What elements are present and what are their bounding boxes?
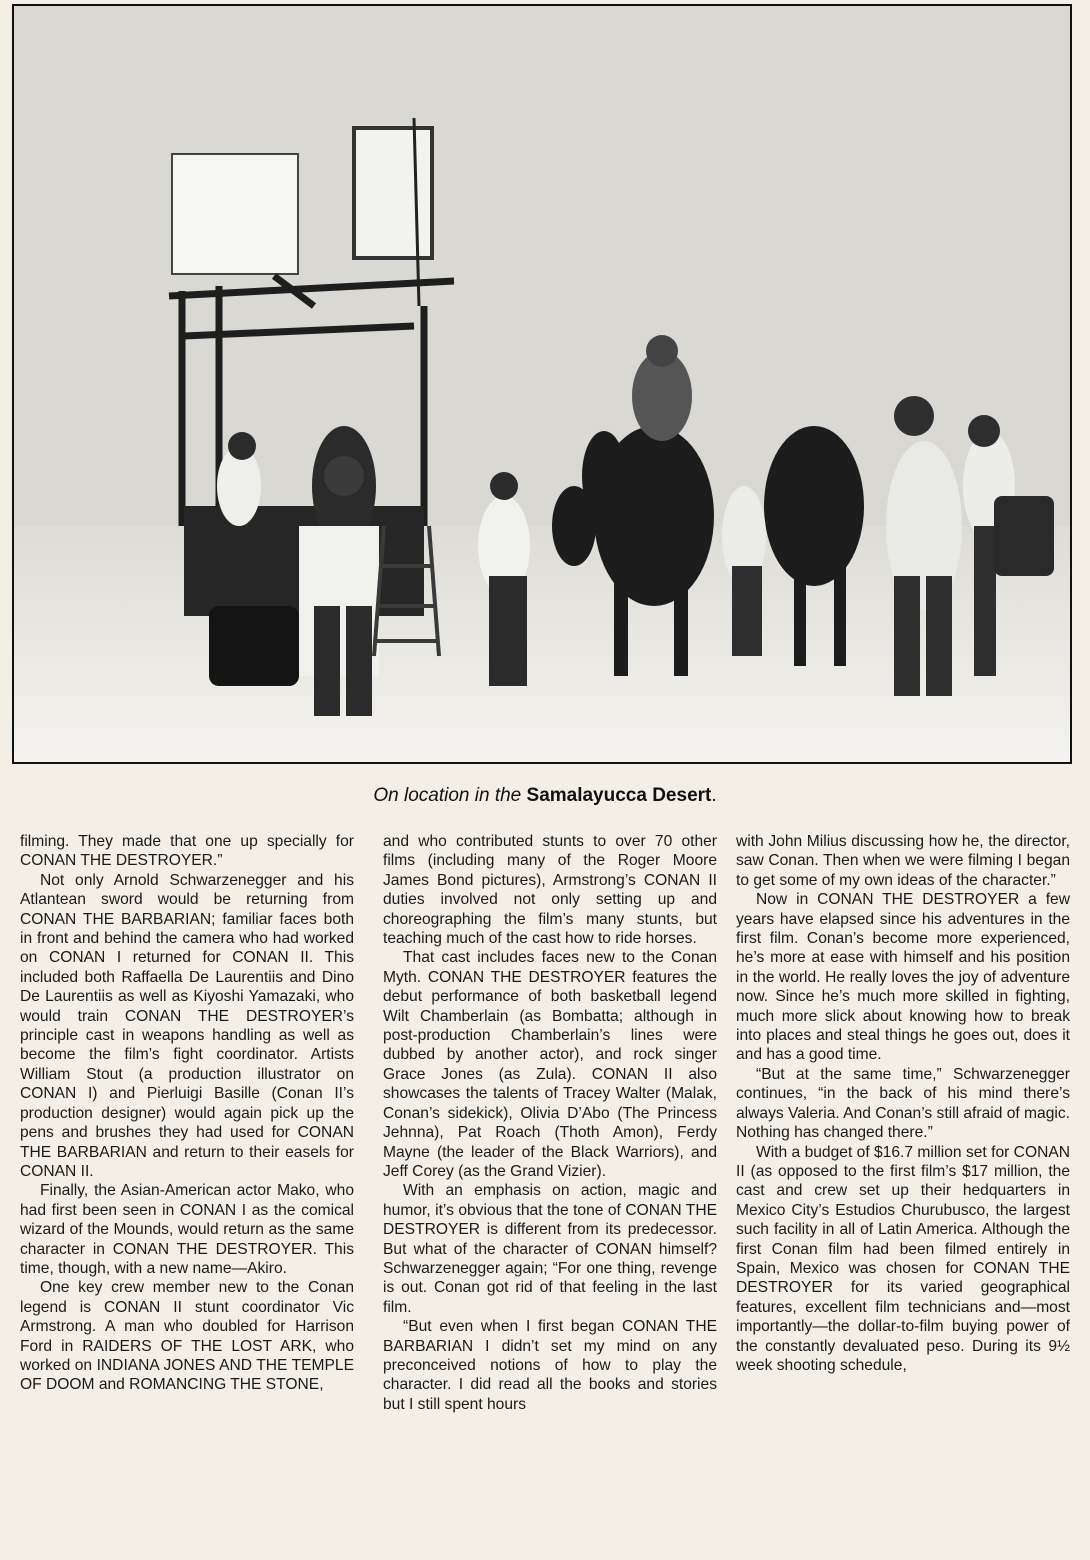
column-2 bbox=[383, 832, 717, 1414]
paragraph: Now in CONAN THE DESTROYER a few years have elapsed since his adventures in the first film. Conan’s become more experienced, he’s more at ease with himself and his position in the world. He really loves the joy of adventure now. Since he’s much more skilled in fighting, much more slick about knowing how to break into places and steal things he goes out, does it and has a good time. bbox=[736, 891, 1070, 1064]
caption-place: Samalayucca Desert bbox=[526, 785, 712, 806]
paragraph: filming. They made that one up specially for CONAN THE DESTROYER.” bbox=[20, 833, 354, 870]
caption-suffix: . bbox=[711, 785, 717, 806]
location-photo bbox=[12, 4, 1072, 764]
paragraph: Not only Arnold Schwarzenegger and his Atlantean sword would be returning from CONAN THE BARBARIAN; familiar faces both in front and behind the camera who had worked on CONAN I returned for CONAN II. This included both Raffaella De Laurentiis and Dino De Laurentiis as well as Kiyoshi Yamazaki, who would train CONAN THE DESTROYER’s principle cast in weapons handling as well as become the film’s fight coordinator. Artists William Stout (a production illustrator on CONAN I) and Pierluigi Basille (Conan II’s production designer) would again pick up the pens and brushes they had used for CONAN THE BARBARIAN and return to their easels for CONAN II. bbox=[20, 871, 354, 1180]
paragraph: “But even when I first began CONAN THE BARBARIAN I didn’t set my mind on any preconceived notions of how to play the character. I did read all the books and stories but I still spent hours bbox=[383, 1318, 717, 1413]
column-1 bbox=[20, 832, 354, 1395]
paragraph: “But at the same time,” Schwarzenegger continues, “in the back of his mind there’s always Valeria. And Conan’s still afraid of magic. Nothing has changed there.” bbox=[736, 1065, 1070, 1142]
paragraph: That cast includes faces new to the Conan Myth. CONAN THE DESTROYER features the debut performance of both basketball legend Wilt Chamberlain (as Bombatta; although in post-production Chamberlain’s lines were dubbed by another actor), and rock singer Grace Jones (as Zula). CONAN II also showcases the talents of Tracey Walter (Malak, Conan’s sidekick), Olivia D’Abo (The Princess Jehnna), Pat Roach (Thoth Amon), Ferdy Mayne (the leader of the Black Warriors), and Jeff Corey (as the Grand Vizier). bbox=[383, 949, 717, 1180]
paragraph: One key crew member new to the Conan legend is CONAN II stunt coordinator Vic Armstrong. A man who doubled for Harrison Ford in RAIDERS OF THE LOST ARK, who worked on INDIANA JONES AND THE TEMPLE OF DOOM and ROMANCING THE STONE, bbox=[20, 1279, 354, 1394]
paragraph: With a budget of $16.7 million set for CONAN II (as opposed to the first film’s $17 million, the cast and crew set up their hedquarters in Mexico City’s Estudios Churubusco, the largest such facility in all of Latin America. Although the first Conan film had been filmed entirely in Spain, Mexico was chosen for CONAN THE DESTROYER for its varied geographical features, excellent film technicians and—most importantly—the dollar-to-film buying power of the constantly devaluated peso. During its 9½ week shooting schedule, bbox=[736, 1143, 1070, 1374]
caption-prefix: On location in the bbox=[373, 785, 527, 806]
paragraph: with John Milius discussing how he, the director, saw Conan. Then when we were filming I began to get some of my own ideas of the character.” bbox=[736, 833, 1070, 889]
paragraph: With an emphasis on action, magic and humor, it’s obvious that the tone of CONAN THE DESTROYER is different from its predecessor. But what of the character of CONAN himself? Schwarzenegger again; “For one thing, revenge is out. Conan got rid of that feeling in the last film. bbox=[383, 1182, 717, 1316]
paragraph: and who contributed stunts to over 70 other films (including many of the Roger Moore James Bond pictures), Armstrong’s CONAN II duties involved not only setting up and choreographing the film’s many stunts, but teaching much of the cast how to ride horses. bbox=[383, 833, 717, 948]
paragraph: Finally, the Asian-American actor Mako, who had first been seen in CONAN I as the comical wizard of the Mounds, would return as the same character in CONAN THE DESTROYER. This time, though, with a new name—Akiro. bbox=[20, 1182, 354, 1277]
column-3 bbox=[736, 832, 1070, 1375]
photo-caption bbox=[0, 785, 1090, 807]
